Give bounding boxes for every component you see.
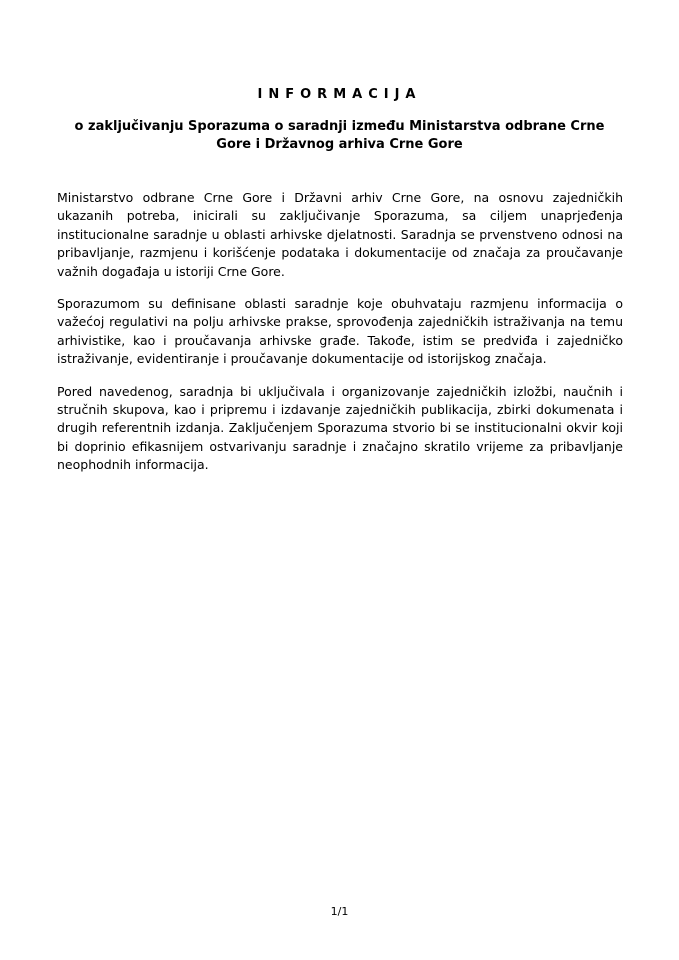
paragraph: Pored navedenog, saradnja bi uključivala i organizovanje zajedničkih izložbi, naučnih i stručnih skupova, kao i pripremu i izdavanje zajedničkih publikacija, zbirki dokumenata i drugih referentnih izdanja. Zaključenjem Sporazuma stvorio bi se institucionalni okvir koji bi doprinio efikasnijem ostvarivanju saradnje i značajno skratilo vrijeme za pribavljanje neophodnih informacija. <box>57 383 623 473</box>
document-subtitle: o zaključivanju Sporazuma o saradnji između Ministarstva odbrane Crne Gore i Državnog arhiva Crne Gore <box>74 119 605 152</box>
document-body <box>57 189 623 489</box>
paragraph: Sporazumom su definisane oblasti saradnje koje obuhvataju razmjenu informacija o važećoj regulativi na polju arhivske prakse, sprovođenja zajedničkih istraživanja na temu arhivistike, kao i proučavanja arhivske građe. Takođe, istim se predviđa i zajedničko istraživanje, evidentiranje i proučavanje dokumentacije od istorijskog značaja. <box>57 296 623 367</box>
page-number: 1/1 <box>330 905 349 918</box>
document-title: INFORMACIJA <box>257 87 422 102</box>
paragraph: Ministarstvo odbrane Crne Gore i Državni arhiv Crne Gore, na osnovu zajedničkih ukazanih potreba, inicirali su zaključivanje Sporazuma, sa ciljem unaprjeđenja institucionalne saradnje u oblasti arhivske djelatnosti. Saradnja se prvenstveno odnosi na pribavljanje, razmjenu i korišćenje podataka i dokumentacije od značaja za proučavanje važnih događaja u istoriji Crne Gore. <box>57 190 623 279</box>
